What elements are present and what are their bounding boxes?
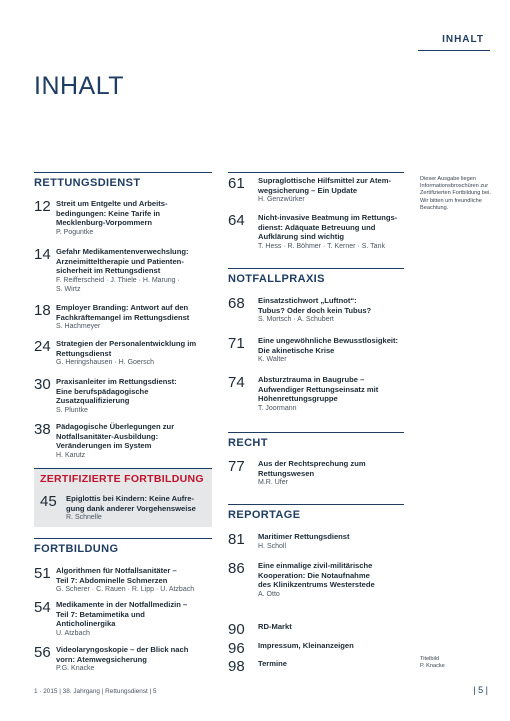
toc-author: H. Karutz — [56, 451, 86, 459]
toc-title-line: Epiglottis bei Kindern: Keine Aufre- — [66, 494, 194, 503]
toc-title-line: Supraglottische Hilfsmittel zur Atem- — [258, 176, 392, 185]
toc-entry[interactable] — [228, 336, 398, 365]
toc-entry[interactable] — [34, 247, 189, 295]
toc-title-line: Termine — [258, 659, 287, 668]
toc-author: A. Otto — [258, 590, 280, 598]
footer-page-number: | 5 | — [473, 685, 488, 695]
toc-title-line: vorn: Atemwegsicherung — [56, 654, 147, 664]
toc-page-number: 64 — [228, 212, 245, 229]
toc-page-number: 45 — [40, 493, 57, 510]
section-rule-certified — [34, 468, 212, 469]
toc-author: S. Wirtz — [56, 286, 81, 294]
toc-page-number: 18 — [34, 302, 51, 319]
toc-title-line: Notfallsanitäter-Ausbildung: — [56, 431, 159, 441]
section-heading-certified-training: ZERTIFIZIERTE FORTBILDUNG — [40, 473, 204, 485]
toc-title-line: Videolaryngoskopie – der Blick nach — [56, 645, 189, 654]
toc-entry[interactable] — [40, 494, 196, 523]
toc-page-number: 30 — [34, 376, 51, 393]
side-note: Dieser Ausgabe liegen Informationsbroschüren zur Zertifizierten Fortbildung bei. Wir bitten um freundliche Beachtung. — [420, 176, 491, 211]
toc-page-number: 96 — [228, 640, 245, 657]
section-rule-fortbildung — [34, 538, 212, 539]
toc-author: R. Schnelle — [66, 514, 102, 522]
toc-page-number: 86 — [228, 560, 245, 577]
toc-entry[interactable] — [228, 641, 354, 656]
toc-entry[interactable] — [228, 213, 397, 251]
toc-title-line: Impressum, Kleinanzeigen — [258, 641, 354, 650]
toc-author: U. Atzbach — [56, 629, 90, 637]
section-heading-recht: RECHT — [228, 437, 268, 449]
toc-page-number: 14 — [34, 246, 51, 263]
toc-page-number: 56 — [34, 644, 51, 661]
toc-title-line: Eine berufspädagogische — [56, 386, 149, 396]
toc-entry[interactable] — [34, 566, 194, 595]
toc-page-number: 24 — [34, 338, 51, 355]
toc-title-line: Gefahr Medikamentenverwechslung: — [56, 247, 189, 256]
toc-title-line: Teil 7: Abdominelle Schmerzen — [56, 575, 168, 585]
toc-title-line: Fachkräftemangel im Rettungsdienst — [56, 312, 190, 322]
toc-entry[interactable] — [34, 339, 196, 368]
toc-author: F. Reifferscheid · J. Thiele · H. Marung · — [56, 276, 180, 284]
toc-entry[interactable] — [228, 659, 287, 674]
toc-title-line: Nicht-invasive Beatmung im Rettungs- — [258, 213, 398, 222]
toc-entry[interactable] — [228, 176, 391, 205]
header-rule — [418, 50, 490, 51]
toc-entry[interactable] — [228, 561, 375, 599]
toc-entry[interactable] — [34, 645, 188, 674]
toc-title-line: Rettungswesen — [258, 468, 315, 478]
toc-entry[interactable] — [34, 377, 177, 415]
toc-title-line: Tubus? Oder doch kein Tubus? — [258, 305, 372, 315]
section-heading-notfallpraxis: NOTFALLPRAXIS — [228, 273, 325, 285]
section-rule-rettungsdienst — [34, 172, 212, 173]
footer-issue-info: 1 · 2015 | 38. Jahrgang | Rettungsdienst | 5 — [34, 688, 157, 695]
toc-title-line: Rettungsdienst — [56, 348, 112, 358]
toc-entry[interactable] — [34, 600, 187, 638]
toc-author: H. Scholl — [258, 542, 287, 550]
toc-title-line: Eine einmalige zivil-militärische — [258, 561, 373, 570]
toc-author: S. Pluntke — [56, 406, 88, 414]
toc-author: S. Hachmeyer — [56, 323, 101, 331]
toc-title-line: Einsatzstichwort „Luftnot“: — [258, 296, 357, 305]
toc-page-number: 81 — [228, 531, 245, 548]
toc-page-number: 98 — [228, 658, 245, 675]
toc-page-number: 38 — [34, 421, 51, 438]
toc-author: K. Walter — [258, 356, 287, 364]
toc-entry[interactable] — [228, 622, 292, 637]
header-label: INHALT — [442, 34, 484, 45]
toc-title-line: Anticholinergika — [56, 619, 116, 629]
toc-title-line: dienst: Adäquate Betreuung und — [258, 222, 376, 232]
page-title: INHALT — [34, 72, 125, 100]
toc-page-number: 77 — [228, 458, 245, 475]
toc-page-number: 51 — [34, 565, 51, 582]
toc-page-number: 71 — [228, 335, 245, 352]
toc-entry[interactable] — [34, 422, 174, 460]
toc-author: G. Scherer · C. Rauen · R. Lipp · U. Atzbach — [56, 586, 195, 594]
toc-title-line: Aufwendiger Rettungseinsatz mit — [258, 384, 379, 394]
toc-title-line: des Klinikzentrums Westerstede — [258, 580, 375, 590]
toc-title-line: sicherheit im Rettungsdienst — [56, 266, 161, 276]
photo-credit — [420, 656, 480, 670]
section-heading-reportage: REPORTAGE — [228, 509, 301, 521]
section-heading-fortbildung: FORTBILDUNG — [34, 543, 119, 555]
toc-title-line: Eine ungewöhnliche Bewusstlosigkeit: — [258, 336, 399, 345]
toc-title-line: wegsicherung – Ein Update — [258, 185, 358, 195]
toc-title-line: Aus der Rechtsprechung zum — [258, 459, 366, 468]
section-heading-rettungsdienst: RETTUNGSDIENST — [34, 177, 141, 189]
toc-author: P. Poguntke — [56, 228, 94, 236]
toc-title-line: Maritimer Rettungsdienst — [258, 532, 350, 541]
toc-author: H. Genzwürker — [258, 196, 305, 204]
toc-page-number: 90 — [228, 621, 245, 638]
toc-title-line: RD-Markt — [258, 622, 292, 631]
toc-title-line: Streit um Entgelte und Arbeits- — [56, 199, 168, 208]
toc-page-number: 54 — [34, 599, 51, 616]
photo-credit-label: Titelbild — [420, 656, 440, 662]
toc-title-line: Veränderungen im System — [56, 441, 152, 451]
toc-page-number: 61 — [228, 175, 245, 192]
toc-entry[interactable] — [228, 532, 350, 551]
section-rule-continued — [228, 172, 404, 173]
toc-page-number: 12 — [34, 198, 51, 215]
toc-entry[interactable] — [34, 199, 168, 237]
toc-author: G. Heringshausen · H. Goersch — [56, 359, 155, 367]
toc-page-number: 68 — [228, 295, 245, 312]
photo-credit-name: P. Knacke — [420, 663, 445, 670]
toc-author: S. Mortsch · A. Schubert — [258, 316, 334, 324]
toc-title-line: bedingungen: Keine Tarife in — [56, 208, 161, 218]
toc-entry[interactable] — [228, 375, 378, 413]
toc-title-line: Medikamente in der Notfallmedizin – — [56, 600, 188, 609]
toc-title-line: Die akinetische Krise — [258, 345, 335, 355]
section-rule-recht — [228, 432, 404, 433]
toc-entry[interactable] — [228, 296, 371, 325]
toc-author: T. Hess · R. Böhmer · T. Kerner · S. Tank — [258, 242, 385, 250]
toc-entry[interactable] — [228, 459, 366, 488]
toc-page-number: 74 — [228, 374, 245, 391]
toc-title-line: Teil 7: Betamimetika und — [56, 609, 145, 619]
toc-title-line: Algorithmen für Notfallsanitäter – — [56, 566, 177, 575]
toc-title-line: Employer Branding: Antwort auf den — [56, 303, 189, 312]
toc-title-line: Absturztrauma in Baugrube – — [258, 375, 365, 384]
toc-author: M.R. Ufer — [258, 479, 288, 487]
toc-title-line: Mecklenburg-Vorpommern — [56, 218, 153, 228]
toc-author: P.G. Knacke — [56, 665, 95, 673]
toc-author: T. Joormann — [258, 404, 297, 412]
section-rule-reportage — [228, 504, 404, 505]
toc-title-line: Pädagogische Überlegungen zur — [56, 422, 175, 431]
section-rule-notfallpraxis — [228, 268, 404, 269]
toc-title-line: Strategien der Personalentwicklung im — [56, 339, 197, 348]
toc-title-line: Aufklärung sind wichtig — [258, 232, 345, 242]
toc-title-line: Zusatzqualifizierung — [56, 396, 130, 406]
toc-entry[interactable] — [34, 303, 189, 332]
toc-title-line: Kooperation: Die Notaufnahme — [258, 570, 370, 580]
toc-title-line: Arzneimitteltherapie und Patienten- — [56, 256, 184, 266]
toc-title-line: Praxisanleiter im Rettungsdienst: — [56, 377, 177, 386]
toc-title-line: Höhenrettungsgruppe — [258, 394, 338, 404]
toc-title-line: gung dank anderer Vorgehensweise — [66, 503, 196, 513]
